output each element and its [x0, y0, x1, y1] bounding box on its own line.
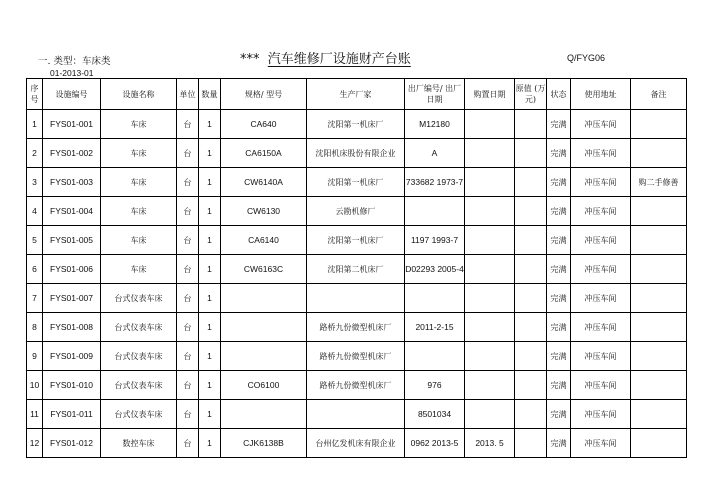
cell-qty: 1 [199, 313, 221, 342]
cell-code: FYS01-006 [43, 255, 101, 284]
cell-unit: 台 [177, 226, 199, 255]
cell-status: 完满 [547, 284, 571, 313]
cell-name: 台式仪表车床 [101, 342, 177, 371]
cell-code: FYS01-001 [43, 110, 101, 139]
cell-purchase [465, 342, 515, 371]
cell-model: CA640 [221, 110, 307, 139]
cell-value [515, 371, 547, 400]
cell-seq: 12 [27, 429, 43, 458]
table-row [27, 400, 687, 429]
cell-value [515, 400, 547, 429]
document-code: Q/FYG06 [567, 53, 606, 63]
cell-status: 完满 [547, 342, 571, 371]
cell-location: 冲压车间 [571, 139, 631, 168]
cell-purchase [465, 110, 515, 139]
cell-name: 数控车床 [101, 429, 177, 458]
cell-remark [631, 226, 687, 255]
cell-code: FYS01-008 [43, 313, 101, 342]
cell-name: 车床 [101, 139, 177, 168]
cell-remark [631, 110, 687, 139]
cell-name: 车床 [101, 255, 177, 284]
cell-remark [631, 400, 687, 429]
cell-seq: 4 [27, 197, 43, 226]
cell-seq: 9 [27, 342, 43, 371]
cell-model: CA6150A [221, 139, 307, 168]
column-header-qty: 数量 [199, 79, 221, 110]
cell-serial [405, 284, 465, 313]
cell-maker [307, 284, 405, 313]
asset-ledger-table [26, 78, 687, 458]
cell-location: 冲压车间 [571, 255, 631, 284]
cell-maker [307, 400, 405, 429]
cell-unit: 台 [177, 139, 199, 168]
cell-model: CW6130 [221, 197, 307, 226]
cell-maker: 沈阳第一机床厂 [307, 168, 405, 197]
cell-unit: 台 [177, 110, 199, 139]
table-row [27, 168, 687, 197]
table-row [27, 429, 687, 458]
cell-purchase [465, 226, 515, 255]
cell-purchase [465, 197, 515, 226]
cell-value [515, 255, 547, 284]
cell-location: 冲压车间 [571, 313, 631, 342]
cell-value [515, 139, 547, 168]
column-header-value: 原值 (万元) [515, 79, 547, 110]
cell-remark: 购二手修善 [631, 168, 687, 197]
cell-serial: 0962 2013-5 [405, 429, 465, 458]
cell-seq: 10 [27, 371, 43, 400]
cell-code: FYS01-002 [43, 139, 101, 168]
cell-seq: 7 [27, 284, 43, 313]
cell-seq: 2 [27, 139, 43, 168]
column-header-location: 使用地址 [571, 79, 631, 110]
cell-maker: 路桥九份微型机床厂 [307, 371, 405, 400]
cell-model: CJK6138B [221, 429, 307, 458]
cell-value [515, 429, 547, 458]
cell-code: FYS01-004 [43, 197, 101, 226]
column-header-name: 设施名称 [101, 79, 177, 110]
cell-remark [631, 284, 687, 313]
cell-name: 台式仪表车床 [101, 400, 177, 429]
cell-status: 完满 [547, 429, 571, 458]
cell-serial: A [405, 139, 465, 168]
cell-qty: 1 [199, 429, 221, 458]
cell-model: CA6140 [221, 226, 307, 255]
cell-model [221, 400, 307, 429]
cell-status: 完满 [547, 168, 571, 197]
cell-unit: 台 [177, 371, 199, 400]
column-header-seq: 序号 [27, 79, 43, 110]
cell-status: 完满 [547, 197, 571, 226]
cell-location: 冲压车间 [571, 226, 631, 255]
cell-serial: 733682 1973-7 [405, 168, 465, 197]
cell-name: 车床 [101, 197, 177, 226]
cell-serial: D02293 2005-4 [405, 255, 465, 284]
cell-serial: 2011-2-15 [405, 313, 465, 342]
cell-purchase [465, 255, 515, 284]
table-row [27, 371, 687, 400]
cell-value [515, 110, 547, 139]
column-header-code: 设施编号 [43, 79, 101, 110]
table-row [27, 226, 687, 255]
cell-seq: 11 [27, 400, 43, 429]
column-header-purchase: 购置日期 [465, 79, 515, 110]
cell-value [515, 284, 547, 313]
cell-model [221, 342, 307, 371]
cell-location: 冲压车间 [571, 371, 631, 400]
cell-location: 冲压车间 [571, 429, 631, 458]
cell-qty: 1 [199, 400, 221, 429]
cell-status: 完满 [547, 226, 571, 255]
cell-remark [631, 313, 687, 342]
cell-unit: 台 [177, 255, 199, 284]
cell-code: FYS01-007 [43, 284, 101, 313]
cell-serial [405, 342, 465, 371]
cell-location: 冲压车间 [571, 400, 631, 429]
table-row [27, 313, 687, 342]
cell-seq: 6 [27, 255, 43, 284]
cell-serial: M12180 [405, 110, 465, 139]
cell-code: FYS01-011 [43, 400, 101, 429]
cell-maker: 沈阳第一机床厂 [307, 110, 405, 139]
column-header-status: 状态 [547, 79, 571, 110]
cell-purchase [465, 400, 515, 429]
cell-model: CW6163C [221, 255, 307, 284]
cell-maker: 沈阳第二机床厂 [307, 255, 405, 284]
cell-maker: 路桥九份微型机床厂 [307, 313, 405, 342]
cell-maker: 沈阳机床股份有限企业 [307, 139, 405, 168]
cell-value [515, 168, 547, 197]
cell-status: 完满 [547, 139, 571, 168]
title-prefix: *** [240, 52, 260, 67]
cell-name: 车床 [101, 168, 177, 197]
column-header-remark: 备注 [631, 79, 687, 110]
cell-maker: 云勘机修厂 [307, 197, 405, 226]
cell-status: 完满 [547, 255, 571, 284]
cell-remark [631, 197, 687, 226]
table-body [27, 110, 687, 458]
cell-name: 台式仪表车床 [101, 371, 177, 400]
cell-value [515, 342, 547, 371]
cell-model: CW6140A [221, 168, 307, 197]
cell-location: 冲压车间 [571, 168, 631, 197]
cell-remark [631, 255, 687, 284]
cell-status: 完满 [547, 110, 571, 139]
cell-value [515, 313, 547, 342]
cell-unit: 台 [177, 168, 199, 197]
cell-location: 冲压车间 [571, 197, 631, 226]
cell-seq: 1 [27, 110, 43, 139]
cell-model: CO6100 [221, 371, 307, 400]
cell-serial: 8501034 [405, 400, 465, 429]
table-row [27, 197, 687, 226]
cell-seq: 5 [27, 226, 43, 255]
cell-purchase [465, 313, 515, 342]
cell-seq: 3 [27, 168, 43, 197]
cell-location: 冲压车间 [571, 284, 631, 313]
cell-unit: 台 [177, 429, 199, 458]
cell-maker: 台州亿发机床有限企业 [307, 429, 405, 458]
cell-qty: 1 [199, 168, 221, 197]
cell-status: 完满 [547, 400, 571, 429]
cell-status: 完满 [547, 371, 571, 400]
cell-unit: 台 [177, 197, 199, 226]
cell-remark [631, 371, 687, 400]
column-header-model: 规格/ 型号 [221, 79, 307, 110]
column-header-unit: 单位 [177, 79, 199, 110]
cell-location: 冲压车间 [571, 342, 631, 371]
cell-unit: 台 [177, 313, 199, 342]
cell-code: FYS01-010 [43, 371, 101, 400]
table-row [27, 342, 687, 371]
cell-remark [631, 342, 687, 371]
cell-purchase [465, 168, 515, 197]
cell-value [515, 226, 547, 255]
cell-name: 车床 [101, 226, 177, 255]
cell-unit: 台 [177, 400, 199, 429]
cell-maker: 路桥九份微型机床厂 [307, 342, 405, 371]
column-header-serial: 出厂编号/ 出厂日期 [405, 79, 465, 110]
cell-qty: 1 [199, 342, 221, 371]
cell-qty: 1 [199, 110, 221, 139]
cell-location: 冲压车间 [571, 110, 631, 139]
cell-name: 台式仪表车床 [101, 284, 177, 313]
cell-remark [631, 429, 687, 458]
title-text: 汽车维修厂设施财产台账 [267, 52, 411, 67]
cell-qty: 1 [199, 284, 221, 313]
cell-maker: 沈阳第一机床厂 [307, 226, 405, 255]
cell-qty: 1 [199, 255, 221, 284]
table-category: 一. 类型：车床类 [38, 56, 111, 67]
cell-purchase [465, 284, 515, 313]
cell-code: FYS01-012 [43, 429, 101, 458]
cell-purchase [465, 139, 515, 168]
cell-value [515, 197, 547, 226]
cell-remark [631, 139, 687, 168]
document-date: 01-2013-01 [50, 68, 94, 78]
cell-code: FYS01-005 [43, 226, 101, 255]
cell-serial: 1197 1993-7 [405, 226, 465, 255]
cell-purchase: 2013. 5 [465, 429, 515, 458]
table-header-row [27, 79, 687, 110]
cell-name: 车床 [101, 110, 177, 139]
table-row [27, 139, 687, 168]
cell-qty: 1 [199, 226, 221, 255]
cell-qty: 1 [199, 139, 221, 168]
cell-seq: 8 [27, 313, 43, 342]
cell-name: 台式仪表车床 [101, 313, 177, 342]
cell-purchase [465, 371, 515, 400]
cell-qty: 1 [199, 371, 221, 400]
table-row [27, 255, 687, 284]
cell-model [221, 284, 307, 313]
page-title [240, 48, 411, 67]
cell-unit: 台 [177, 342, 199, 371]
column-header-maker: 生产厂家 [307, 79, 405, 110]
cell-serial [405, 197, 465, 226]
cell-serial: 976 [405, 371, 465, 400]
cell-code: FYS01-003 [43, 168, 101, 197]
cell-qty: 1 [199, 197, 221, 226]
table-row [27, 284, 687, 313]
cell-unit: 台 [177, 284, 199, 313]
cell-code: FYS01-009 [43, 342, 101, 371]
table-row [27, 110, 687, 139]
cell-status: 完满 [547, 313, 571, 342]
cell-model [221, 313, 307, 342]
